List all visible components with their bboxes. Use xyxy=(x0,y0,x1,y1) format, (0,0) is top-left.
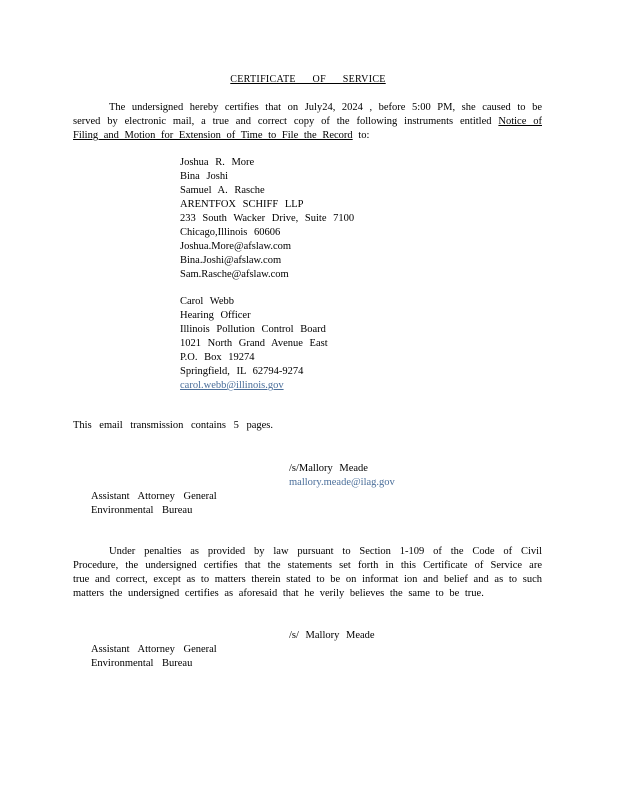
signature-block-2 xyxy=(289,629,375,643)
page-title: CERTIFICATE OF SERVICE xyxy=(230,74,386,85)
address-line: Joshua R. More xyxy=(180,157,255,168)
address-line: Hearing Officer xyxy=(180,310,251,321)
signer-title-block-2 xyxy=(91,643,217,671)
signer-title: Assistant Attorney General xyxy=(91,644,217,655)
email-address: Bina.Joshi@afslaw.com xyxy=(180,255,282,266)
signer-title: Assistant Attorney General xyxy=(91,491,217,502)
email-address: Sam.Rasche@afslaw.com xyxy=(180,269,289,280)
signature-block-1 xyxy=(289,462,395,490)
recipient-block-arentfox xyxy=(180,156,354,282)
document-title-text: Notice of Filing and Motion for Extension of Time to File the Record xyxy=(73,116,542,141)
signer-title-block-1 xyxy=(91,490,217,518)
signature-name: /s/ Mallory Meade xyxy=(289,630,375,641)
address-line: Springfield, IL 62794-9274 xyxy=(180,366,304,377)
address-line: Carol Webb xyxy=(180,296,234,307)
email-address: Joshua.More@afslaw.com xyxy=(180,241,292,252)
email-link[interactable]: carol.webb@illinois.gov xyxy=(180,380,284,391)
address-line: ARENTFOX SCHIFF LLP xyxy=(180,199,304,210)
address-line: Illinois Pollution Control Board xyxy=(180,324,326,335)
address-line: 233 South Wacker Drive, Suite 7100 xyxy=(180,213,355,224)
address-line: Samuel A. Rasche xyxy=(180,185,265,196)
signer-bureau: Environmental Bureau xyxy=(91,505,193,516)
signature-email-link[interactable]: mallory.meade@ilag.gov xyxy=(289,477,395,488)
signer-bureau: Environmental Bureau xyxy=(91,658,193,669)
address-line: P.O. Box 19274 xyxy=(180,352,255,363)
address-line: 1021 North Grand Avenue East xyxy=(180,338,328,349)
service-paragraph xyxy=(73,101,542,143)
address-line: Chicago,Illinois 60606 xyxy=(180,227,281,238)
service-intro-text: The undersigned hereby certifies that on July24, 2024 , before 5:00 PM, she caused to be served by electronic mail, a true and correct copy of the following instruments entitled xyxy=(73,102,542,127)
address-line: Bina Joshi xyxy=(180,171,229,182)
recipient-block-hearing-officer xyxy=(180,295,328,393)
signature-name: /s/Mallory Meade xyxy=(289,463,368,474)
transmission-note: This email transmission contains 5 pages. xyxy=(73,420,273,431)
verification-paragraph: Under penalties as provided by law pursuant to Section 1-109 of the Code of Civil Procedure, the undersigned certifies that the statements set forth in this Certificate of Service are true and correct, except as to matters therein stated to be on informat ion and belief and as to such matters the undersigned certifies as aforesaid that he verily believes the same to be true. xyxy=(73,546,542,599)
service-ending-text: to: xyxy=(352,130,370,141)
